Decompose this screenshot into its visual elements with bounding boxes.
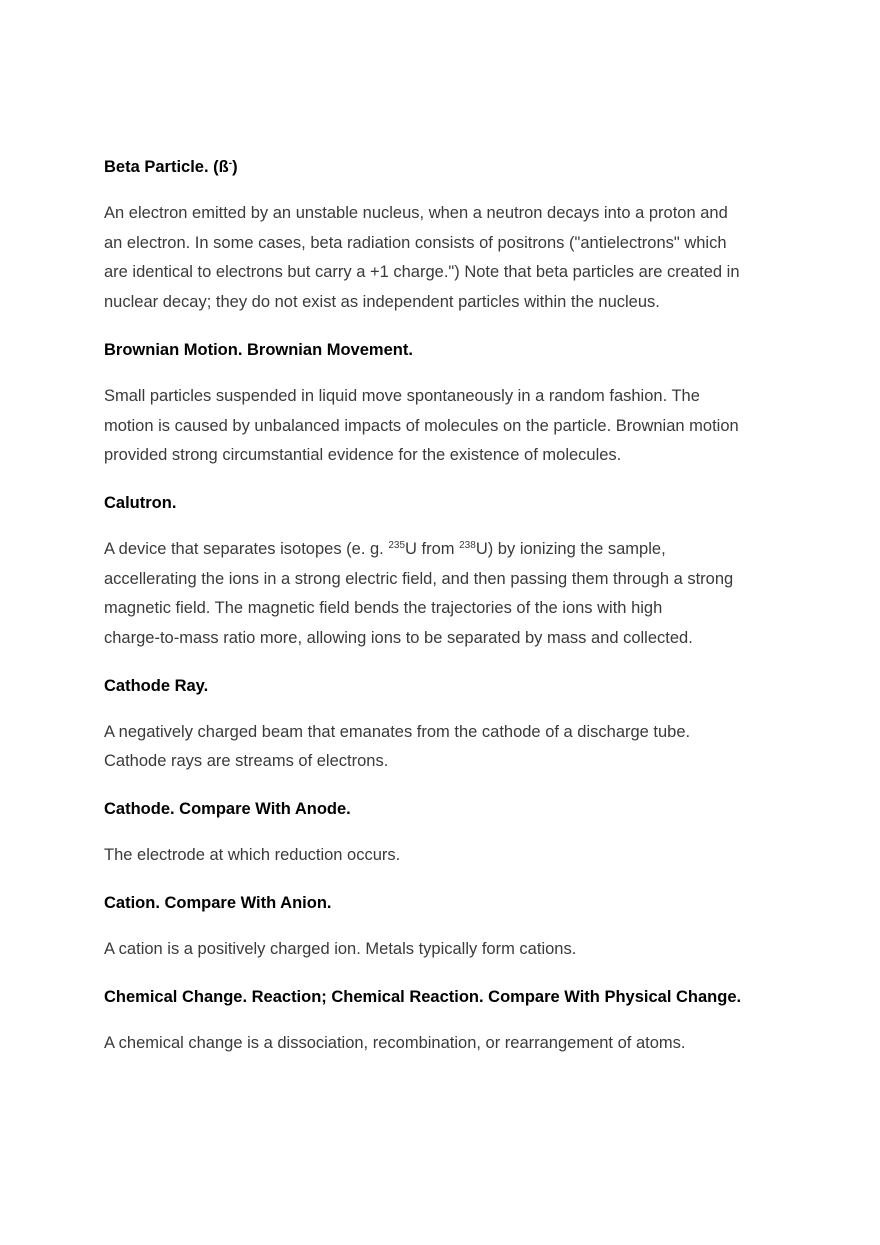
definition-beta-particle	[104, 199, 794, 318]
definition-cation	[104, 935, 794, 965]
term-calutron: Calutron.	[104, 493, 177, 512]
definition-line: The electrode at which reduction occurs.	[104, 846, 401, 865]
definition-line: are identical to electrons but carry a +1 charge.") Note that beta particles are created in	[104, 263, 740, 282]
term-text-end: )	[232, 158, 238, 176]
definition-line: charge-to-mass ratio more, allowing ions to be separated by mass and collected.	[104, 629, 693, 648]
definition-cathode-ray	[104, 718, 794, 777]
term-cathode-ray: Cathode Ray.	[104, 676, 209, 695]
definition-chemical-change	[104, 1029, 794, 1059]
definition-line: nuclear decay; they do not exist as independent particles within the nucleus.	[104, 293, 660, 312]
definition-text: U from	[405, 539, 460, 558]
isotope-superscript: 238	[459, 539, 476, 551]
term-beta-particle	[104, 152, 794, 182]
definition-line: Small particles suspended in liquid move spontaneously in a random fashion. The	[104, 386, 700, 405]
definition-line	[104, 535, 794, 565]
glossary-page	[104, 152, 794, 1075]
definition-text: U) by ionizing the sample,	[475, 539, 666, 558]
definition-line: provided strong circumstantial evidence for the existence of molecules.	[104, 446, 622, 465]
definition-line: motion is caused by unbalanced impacts of molecules on the particle. Brownian motion	[104, 416, 739, 435]
definition-cathode	[104, 841, 794, 871]
definition-line: accellerating the ions in a strong electric field, and then passing them through a strong	[104, 569, 734, 588]
definition-line: A chemical change is a dissociation, recombination, or rearrangement of atoms.	[104, 1033, 686, 1052]
definition-brownian-motion	[104, 382, 794, 471]
term-superscript: -	[228, 158, 233, 169]
definition-line: A cation is a positively charged ion. Metals typically form cations.	[104, 939, 577, 958]
definition-line: A negatively charged beam that emanates from the cathode of a discharge tube.	[104, 722, 691, 741]
definition-line: magnetic field. The magnetic field bends the trajectories of the ions with high	[104, 599, 663, 618]
definition-line: Cathode rays are streams of electrons.	[104, 752, 389, 771]
definition-line: an electron. In some cases, beta radiation consists of positrons ("antielectrons" which	[104, 233, 727, 252]
definition-text: A device that separates isotopes (e. g.	[104, 539, 389, 558]
definition-calutron	[104, 535, 794, 654]
term-brownian-motion: Brownian Motion. Brownian Movement.	[104, 340, 413, 359]
isotope-superscript: 235	[388, 539, 406, 551]
definition-line: An electron emitted by an unstable nucleus, when a neutron decays into a proton and	[104, 204, 728, 222]
term-chemical-change: Chemical Change. Reaction; Chemical Reaction. Compare With Physical Change.	[104, 987, 742, 1006]
term-text: Beta Particle. (ß	[104, 158, 229, 176]
term-cathode: Cathode. Compare With Anode.	[104, 800, 351, 819]
term-cation: Cation. Compare With Anion.	[104, 893, 332, 912]
